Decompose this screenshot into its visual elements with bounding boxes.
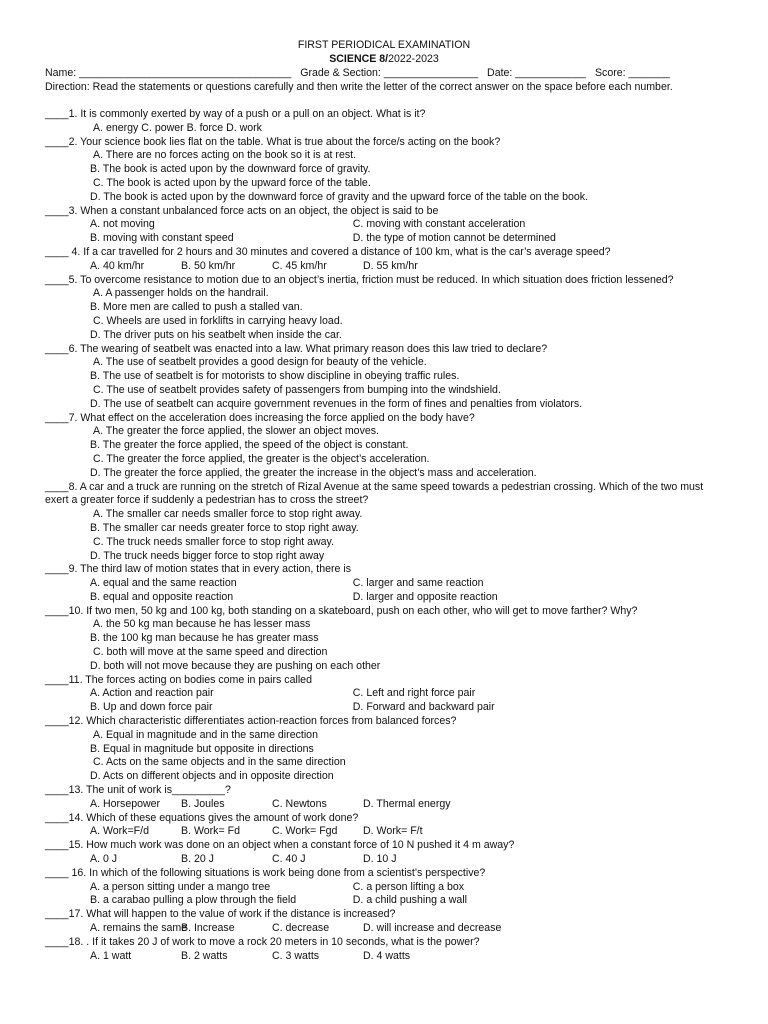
- answer-option: B. Increase: [181, 922, 235, 935]
- answer-option: B. 50 km/hr: [181, 259, 236, 272]
- question-text: ____8. A car and a truck are running on the stretch of Rizal Avenue at the same speed towards a pedestrian crossing. Which of the two must exert a greater force if suddenly a pedestrian has to cross the street?: [45, 480, 704, 507]
- answer-option: D. 55 km/hr: [363, 259, 418, 272]
- question-item: [45, 908, 735, 936]
- question-item: [45, 274, 735, 343]
- answer-option: B. the 100 kg man because he has greater mass: [90, 632, 319, 645]
- answer-option: D. Work= F/t: [363, 825, 423, 838]
- question-item: [45, 563, 735, 604]
- answer-option: B. 20 J: [181, 853, 214, 866]
- question-item: [45, 715, 735, 784]
- question-list: [45, 108, 735, 963]
- answer-option: C. moving with constant acceleration: [352, 218, 526, 231]
- answer-option: A. energy C. power B. force D. work: [93, 121, 262, 134]
- answer-option: A. Action and reaction pair: [90, 687, 214, 700]
- answer-option: A. Work=F/d: [90, 825, 149, 838]
- answer-option: C. both will move at the same speed and direction: [93, 646, 328, 659]
- grade-section-field[interactable]: Grade & Section: ________________: [300, 67, 479, 79]
- question-text: ____3. When a constant unbalanced force acts on an object, the object is said to be: [45, 204, 439, 217]
- question-text: ____ 16. In which of the following situations is work being done from a scientist’s perspective?: [45, 866, 486, 879]
- answer-option: C. The greater the force applied, the greater is the object’s acceleration.: [93, 452, 430, 465]
- question-item: [45, 867, 735, 908]
- answer-option: B. The smaller car needs greater force to stop right away.: [90, 521, 359, 534]
- answer-option: A. The use of seatbelt provides a good design for beauty of the vehicle.: [93, 356, 427, 369]
- answer-row: [45, 950, 735, 964]
- answer-option: C. 3 watts: [272, 949, 320, 962]
- score-field[interactable]: Score: _______: [594, 67, 670, 79]
- answer-option: B. Up and down force pair: [90, 701, 213, 714]
- answer-option: D. The book is acted upon by the downward force of gravity and the upward force of the table on the book.: [90, 190, 589, 203]
- question-item: [45, 674, 735, 715]
- question-item: [45, 412, 735, 481]
- answer-option: D. the type of motion cannot be determined: [352, 232, 556, 245]
- answer-row: [45, 825, 735, 839]
- answer-option: A. Horsepower: [90, 797, 161, 810]
- answer-option: C. larger and same reaction: [352, 577, 484, 590]
- answer-option: C. 40 J: [272, 853, 306, 866]
- answer-option: A. The smaller car needs smaller force to stop right away.: [93, 508, 363, 521]
- answer-row: [45, 894, 735, 908]
- answer-option: C. The book is acted upon by the upward force of the table.: [93, 176, 371, 189]
- answer-option: A. the 50 kg man because he has lesser mass: [93, 618, 311, 631]
- answer-option: C. Newtons: [272, 797, 327, 810]
- answer-option: A. 40 km/hr: [90, 259, 145, 272]
- answer-option: C. decrease: [272, 922, 330, 935]
- answer-option: B. The book is acted upon by the downward force of gravity.: [90, 163, 371, 176]
- answer-option: D. a child pushing a wall: [352, 894, 468, 907]
- answer-option: D. The driver puts on his seatbelt when inside the car.: [90, 328, 342, 341]
- question-item: [45, 784, 735, 812]
- question-text: ____7. What effect on the acceleration does increasing the force applied on the body have?: [45, 411, 475, 424]
- answer-option: D. The truck needs bigger force to stop right away: [90, 549, 325, 562]
- question-item: [45, 812, 735, 840]
- name-field[interactable]: Name: ____________________________________: [45, 67, 292, 79]
- question-text: ____1. It is commonly exerted by way of a push or a pull on an object. What is it?: [45, 108, 426, 120]
- answer-option: A. equal and the same reaction: [90, 577, 237, 590]
- question-text: ____15. How much work was done on an object when a constant force of 10 N pushed it 4 m away?: [45, 839, 515, 852]
- question-text: ____12. Which characteristic differentiates action-reaction forces from balanced forces?: [45, 715, 457, 728]
- question-text: ____10. If two men, 50 kg and 100 kg, both standing on a skateboard, push on each other, who will get to move farther? Why?: [45, 604, 638, 617]
- answer-option: A. 0 J: [90, 853, 118, 866]
- student-info-line: [45, 67, 676, 81]
- answer-row: [45, 577, 735, 591]
- question-item: [45, 205, 735, 246]
- question-text: ____13. The unit of work is_________?: [45, 784, 231, 797]
- answer-option: D. The use of seatbelt can acquire government revenues in the form of fines and penalties from violators.: [90, 397, 583, 410]
- question-item: [45, 839, 735, 867]
- answer-row: [45, 922, 735, 936]
- answer-row: [45, 853, 735, 867]
- answer-row: [45, 798, 735, 812]
- answer-option: D. larger and opposite reaction: [352, 590, 498, 603]
- answer-option: A. The greater the force applied, the slower an object moves.: [93, 425, 379, 438]
- answer-option: C. Wheels are used in forklifts in carrying heavy load.: [93, 314, 343, 327]
- answer-option: A. a person sitting under a mango tree: [90, 880, 271, 893]
- answer-option: B. Work= Fd: [181, 825, 240, 838]
- answer-option: A. not moving: [90, 218, 155, 231]
- answer-option: C. Acts on the same objects and in the same direction: [93, 756, 346, 769]
- subject-line: [0, 53, 768, 67]
- answer-row: [45, 881, 735, 895]
- answer-row: [45, 260, 735, 274]
- directions: Direction: Read the statements or questions carefully and then write the letter of the correct answer on the space before each number.: [45, 81, 673, 93]
- question-text: ____ 4. If a car travelled for 2 hours and 30 minutes and covered a distance of 100 km, what is the car’s average speed?: [45, 245, 611, 258]
- question-text: ____6. The wearing of seatbelt was enacted into a law. What primary reason does this law tried to declare?: [45, 342, 548, 355]
- answer-row: [45, 687, 735, 701]
- question-text: ____5. To overcome resistance to motion due to an object’s inertia, friction must be reduced. In which situation does friction lessened?: [45, 273, 674, 286]
- question-text: ____11. The forces acting on bodies come in pairs called: [45, 673, 312, 686]
- answer-option: B. The greater the force applied, the speed of the object is constant.: [90, 439, 409, 452]
- question-item: [45, 108, 735, 136]
- answer-option: D. 4 watts: [363, 949, 411, 962]
- answer-option: C. Left and right force pair: [352, 687, 476, 700]
- question-text: ____2. Your science book lies flat on the table. What is true about the force/s acting on the book?: [45, 135, 501, 148]
- answer-option: A. Equal in magnitude and in the same direction: [93, 728, 318, 741]
- answer-option: A. 1 watt: [90, 949, 132, 962]
- answer-option: C. The truck needs smaller force to stop right away.: [93, 535, 335, 548]
- answer-option: C. a person lifting a box: [352, 880, 465, 893]
- answer-option: D. The greater the force applied, the greater the increase in the object’s mass and acceleration.: [90, 466, 537, 479]
- answer-option: B. moving with constant speed: [90, 232, 234, 245]
- question-item: [45, 605, 735, 674]
- question-text: ____9. The third law of motion states that in every action, there is: [45, 563, 352, 576]
- answer-option: D. will increase and decrease: [363, 922, 502, 935]
- answer-row: [45, 701, 735, 715]
- answer-option: C. 45 km/hr: [272, 259, 327, 272]
- answer-option: B. More men are called to push a stalled van.: [90, 301, 303, 314]
- question-text: ____14. Which of these equations gives the amount of work done?: [45, 811, 359, 824]
- answer-option: B. Joules: [181, 797, 225, 810]
- question-item: [45, 246, 735, 274]
- question-text: ____18. . If it takes 20 J of work to move a rock 20 meters in 10 seconds, what is the power?: [45, 935, 480, 948]
- answer-option: B. 2 watts: [181, 949, 228, 962]
- answer-option: B. The use of seatbelt is for motorists to show discipline in obeying traffic rules.: [90, 370, 460, 383]
- date-field[interactable]: Date: ____________: [487, 67, 587, 79]
- answer-option: A. remains the same: [90, 922, 188, 935]
- answer-option: A. A passenger holds on the handrail.: [93, 287, 269, 300]
- subject-name: SCIENCE 8/: [329, 53, 389, 65]
- question-text: ____17. What will happen to the value of work if the distance is increased?: [45, 908, 396, 921]
- answer-option: D. Thermal energy: [363, 797, 451, 810]
- answer-option: D. 10 J: [363, 853, 397, 866]
- answer-row: [45, 591, 735, 605]
- answer-option: B. equal and opposite reaction: [90, 590, 234, 603]
- answer-option: D. Forward and backward pair: [352, 701, 495, 714]
- answer-option: A. There are no forces acting on the book so it is at rest.: [93, 149, 357, 162]
- question-item: [45, 136, 735, 205]
- question-item: [45, 481, 735, 564]
- answer-option: D. both will not move because they are pushing on each other: [90, 659, 381, 672]
- answer-row: [45, 218, 735, 232]
- answer-option: C. Work= Fgd: [272, 825, 338, 838]
- school-year: 2022-2023: [388, 53, 439, 65]
- answer-option: B. Equal in magnitude but opposite in directions: [90, 742, 314, 755]
- answer-option: C. The use of seatbelt provides safety of passengers from bumping into the windshield.: [93, 383, 501, 396]
- answer-row: [45, 232, 735, 246]
- exam-title: FIRST PERIODICAL EXAMINATION: [297, 39, 471, 51]
- question-item: [45, 936, 735, 964]
- question-item: [45, 343, 735, 412]
- answer-option: B. a carabao pulling a plow through the field: [90, 894, 297, 907]
- answer-option: D. Acts on different objects and in opposite direction: [90, 770, 334, 783]
